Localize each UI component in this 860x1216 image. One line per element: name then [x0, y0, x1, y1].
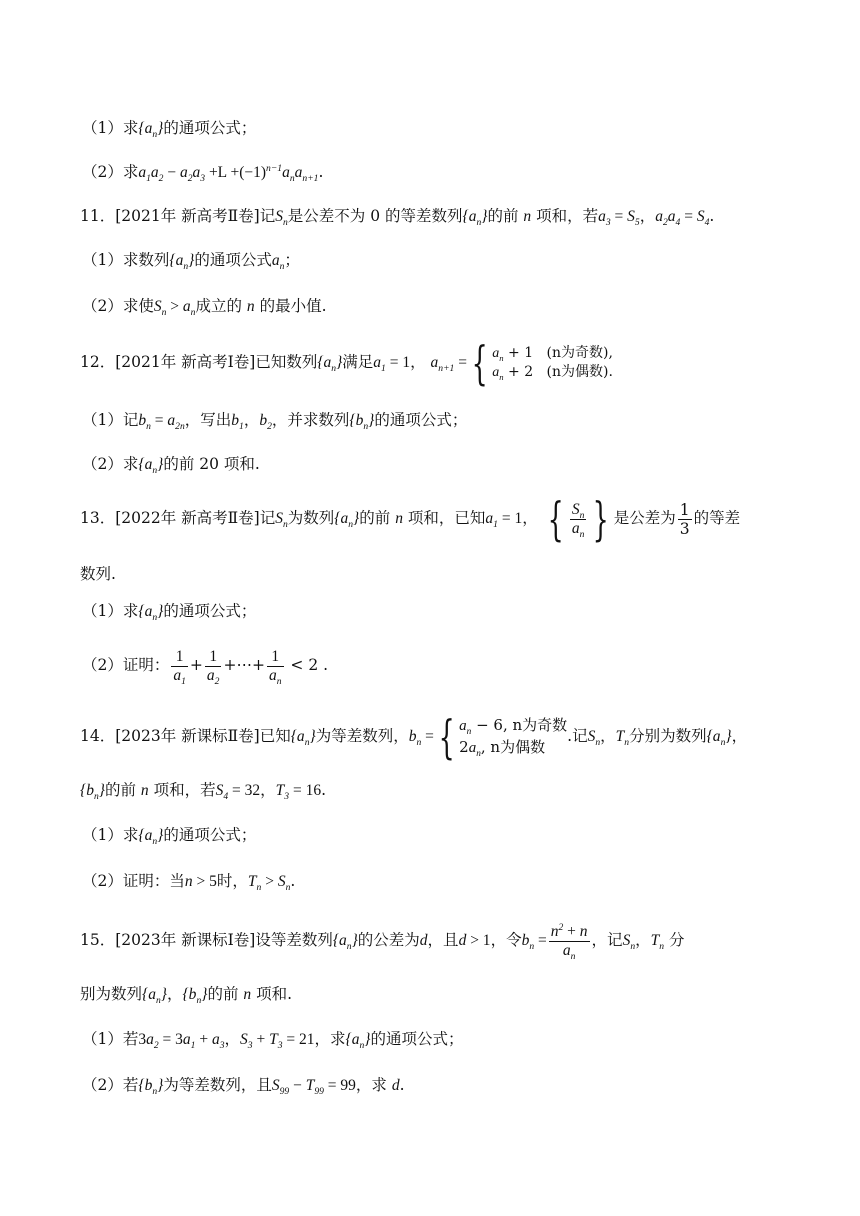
p11-statement: 11．[2021年 新高考Ⅱ卷]记$S_n$是公差不为 0 的等差数列$\{a_n\}$的前 n 项和，若$a_3 = S_5$，$a_2a_4 = S_4$.	[80, 207, 715, 229]
p15-q2-tail: ，求	[355, 1076, 387, 1094]
brace-icon: {	[547, 492, 564, 546]
p15-header: 15．[2023年 新课标Ⅰ卷]设等差数列	[80, 931, 333, 949]
fraction: $\frac{S_n}{a_n}$	[571, 500, 585, 540]
p12-q2-label: （2）求	[82, 455, 139, 473]
math: $a_3 = S_5$	[598, 208, 640, 229]
p11-question-2	[82, 295, 327, 318]
math: $T_n$	[650, 932, 665, 953]
p13-t3: 项和，已知	[407, 509, 486, 527]
p15-line2-tail: 的前	[207, 985, 239, 1003]
p10-q1-label: （1）求	[82, 119, 139, 137]
p14-q1-label: （1）求	[82, 826, 139, 844]
math: $a_1 = 1$	[373, 354, 411, 375]
p13-statement: 13．[2022年 新高考Ⅱ卷]记$S_n$为数列$\{a_n\}$的前 n 项和，已知$a_1 = 1$， { $\frac{S_n}{a_n}$ } 是公差为 $\frac{1}{3}$ 的等差	[80, 492, 741, 546]
p10-q1-tail: 的通项公式；	[163, 119, 257, 137]
p12-q1-mid2: ，并求数列	[271, 411, 350, 429]
p15-line2-tail2: 项和.	[256, 985, 293, 1003]
p12-statement: 12．[2021年 新高考Ⅰ卷]已知数列$\{a_n\}$满足$a_1 = 1$， $a_{n+1}$ ={ $a_n + 1$ (n为奇数), $a_n + 2$ (n为偶数).	[80, 336, 613, 390]
p11-t1: 是公差不为 0 的等差数列	[287, 207, 463, 225]
p15-q1-mid: ，求	[314, 1030, 346, 1048]
math: $S_n$	[275, 208, 288, 229]
p12-question-1: （1）记$b_n = a_{2n}$，写出$b_1$，$b_2$，并求数列$\{b_n\}$的通项公式；	[82, 411, 468, 433]
p12-q1-tail: 的通项公式；	[374, 411, 468, 429]
math: $T_n$	[615, 728, 630, 749]
p13-t5: 的等差	[693, 509, 741, 527]
math: $S_n > a_n$	[153, 298, 196, 319]
p14-t2: .记	[567, 727, 588, 745]
p11-q2-tail: 的最小值.	[259, 297, 327, 315]
math: $b_1$	[231, 412, 244, 433]
math: $a_{n+1}$ =	[430, 354, 467, 375]
p15-q1-label: （1）若	[82, 1030, 139, 1048]
math: $\{b_n\}$	[138, 1077, 164, 1098]
p10-question-1	[82, 117, 256, 140]
p11-q1-tail: 的通项公式	[194, 251, 272, 269]
math: $a_2a_4 = S_4$	[655, 208, 710, 229]
p13-header: 13．[2022年 新高考Ⅱ卷]记	[80, 509, 276, 527]
p12-q1-mid: ，写出	[184, 411, 232, 429]
math: $\{a_n\}$	[317, 354, 343, 375]
math: $\{a_n\}$	[142, 986, 167, 1007]
brace-icon: {	[438, 710, 455, 764]
fraction: $\frac{1}{3}$	[679, 500, 690, 538]
p13-q1-label: （1）求	[82, 602, 139, 620]
p13-q1-tail: 的通项公式；	[163, 602, 257, 620]
p11-header: 11．[2021年 新高考Ⅱ卷]记	[80, 207, 276, 225]
math: d > 1	[458, 932, 491, 949]
math: $S_n$	[622, 932, 636, 953]
p12-q2-tail: 的前 20 项和.	[163, 455, 260, 473]
p11-t3: 项和，若	[536, 207, 599, 225]
p15-t5: 分	[668, 931, 685, 949]
math: n	[140, 782, 149, 799]
p14-q1-tail: 的通项公式；	[163, 826, 257, 844]
p13-question-2: （2）证明： $\frac{1}{a_1}$ + $\frac{1}{a_2}$ +⋯+ $\frac{1}{a_n}$ < 2 .	[82, 647, 329, 687]
math: $S_4 = 32$	[215, 782, 261, 803]
math: $\{a_n\}$	[138, 603, 164, 624]
p12-t1: 满足	[342, 353, 374, 371]
p14-t1: 为等差数列，	[315, 727, 409, 745]
p14-q2-mid: 时，	[216, 872, 248, 890]
p15-line2: 别为数列	[80, 985, 143, 1003]
math: $\{a_n\}$	[290, 728, 316, 749]
fraction: $\frac{n^2 + n}{a_n}$	[550, 921, 588, 962]
p12-case1: (n为奇数),	[546, 345, 613, 361]
math: $\{a_n\}$	[138, 120, 164, 141]
p11-t2: 的前	[487, 207, 519, 225]
math: $\{b_n\}$	[182, 986, 208, 1007]
math: $\{a_n\}$	[334, 510, 360, 531]
math: $3a_2 = 3a_1 + a_3$	[138, 1031, 225, 1052]
math: n	[395, 510, 403, 527]
p14-q2-label: （2）证明：当	[82, 872, 185, 890]
math: d	[391, 1077, 400, 1094]
piecewise: $a_n - 6$, n为奇数 $2a_n$, n为偶数	[459, 716, 568, 759]
p15-t3: ，令	[490, 931, 522, 949]
p14-case1: n为奇数	[512, 716, 568, 734]
p13-line-2	[80, 563, 116, 585]
piecewise: $a_n + 1$ (n为奇数), $a_n + 2$ (n为偶数).	[492, 345, 613, 382]
math: $\{a_n\}$	[169, 252, 195, 273]
math: n	[246, 298, 255, 315]
math: $b_2$	[259, 412, 272, 433]
math: $\{b_n\}$	[349, 412, 375, 433]
p12-case2: (n为偶数).	[546, 364, 613, 380]
p15-statement: 15．[2023年 新课标Ⅰ卷]设等差数列$\{a_n\}$的公差为d，且d > 1，令$b_n$ = $\frac{n^2 + n}{a_n}$ ，记$S_n$，$T_n$ 分	[80, 921, 685, 962]
fraction: $\frac{1}{a_n}$	[268, 647, 282, 687]
math: n > 5	[184, 873, 217, 890]
p12-question-2	[82, 453, 260, 476]
p15-question-2: （2）若$\{b_n\}$为等差数列，且$S_{99} - T_{99} = 99$，求 d.	[82, 1076, 405, 1098]
p13-q2-label: （2）证明：	[82, 656, 170, 674]
p13-t1: 为数列	[287, 509, 335, 527]
p12-header: 12．[2021年 新高考Ⅰ卷]已知数列	[80, 353, 318, 371]
p10-q2-label: （2）求	[82, 163, 139, 181]
p15-q2-label: （2）若	[82, 1076, 139, 1094]
math: $\{a_n\}$	[706, 728, 732, 749]
p11-q1-label: （1）求数列	[82, 251, 170, 269]
math: n	[243, 986, 252, 1003]
p14-question-2: （2）证明：当n > 5时，$T_n > S_n$.	[82, 872, 296, 894]
p15-question-1: （1）若$3a_2 = 3a_1 + a_3$，$S_3 + T_3 = 21$，求$\{a_n\}$的通项公式；	[82, 1030, 464, 1052]
p13-line2: 数列.	[80, 565, 116, 583]
math: $b_n = a_{2n}$	[138, 412, 185, 433]
math: $\{b_n\}$	[80, 782, 105, 803]
brace-icon: }	[593, 492, 610, 546]
math: $a_1 = 1$	[485, 510, 523, 531]
p14-header: 14．[2023年 新课标Ⅱ卷]已知	[80, 727, 291, 745]
p15-q2-mid: 为等差数列，且	[163, 1076, 272, 1094]
p15-t4: ，记	[591, 931, 623, 949]
fraction: $\frac{1}{a_2}$	[206, 647, 220, 687]
math: $T_3 = 16$	[275, 782, 322, 803]
p13-t2: 的前	[359, 509, 391, 527]
math: $S_n$	[587, 728, 601, 749]
math: $\{a_n\}$	[345, 1031, 371, 1052]
p13-t4: 是公差为	[613, 509, 676, 527]
p14-t3: 分别为数列	[629, 727, 707, 745]
math: n	[523, 208, 532, 225]
math: $b_n$ =	[408, 728, 434, 749]
math: $S_{99} - T_{99} = 99$	[271, 1077, 356, 1098]
p15-q1-tail: 的通项公式；	[370, 1030, 464, 1048]
math: $S_3 + T_3 = 21$	[240, 1031, 315, 1052]
p14-line2-tail: 的前	[104, 781, 136, 799]
p15-line-2: 别为数列$\{a_n\}$，$\{b_n\}$的前 n 项和.	[80, 985, 293, 1007]
math: $\{a_n\}$	[138, 827, 164, 848]
p12-q1-label: （1）记	[82, 411, 139, 429]
p11-q2-mid: 成立的	[195, 297, 242, 315]
p15-t1: 的公差为	[357, 931, 420, 949]
math: d	[419, 932, 428, 949]
math: $T_n > S_n$	[247, 873, 291, 894]
p13-question-1	[82, 600, 256, 623]
p15-t2: ，且	[427, 931, 459, 949]
p14-statement: 14．[2023年 新课标Ⅱ卷]已知$\{a_n\}$为等差数列，$b_n$ ={ $a_n - 6$, n为奇数 $2a_n$, n为偶数 .记$S_n$，$T_n$分别为数列$\{a_n\}$，	[80, 710, 748, 764]
math: $b_n$ =	[521, 932, 547, 953]
math: $\{a_n\}$	[332, 932, 358, 953]
p14-question-1	[82, 824, 256, 847]
math: $a_1a_2 - a_2a_3 +L +(-1)^{n-1}a_na_{n+1}$	[138, 162, 319, 185]
brace-icon: {	[471, 336, 488, 390]
math: $S_n$	[275, 510, 288, 531]
p14-line2-tail2: 项和，若	[153, 781, 216, 799]
p14-case2: n为偶数	[490, 738, 546, 756]
math: $\{a_n\}$	[138, 456, 164, 477]
p11-question-1: （1）求数列$\{a_n\}$的通项公式$a_n$；	[82, 251, 300, 273]
p10-question-2: （2）求$a_1a_2 - a_2a_3 +L +(-1)^{n-1}a_na_{n+1}$.	[82, 162, 324, 185]
p11-q2-label: （2）求使	[82, 297, 154, 315]
math: $a_n$	[271, 252, 285, 273]
math: $\{a_n\}$	[462, 208, 488, 229]
fraction: $\frac{1}{a_1}$	[173, 647, 186, 687]
p14-line-2: $\{b_n\}$的前 n 项和，若$S_4 = 32$，$T_3 = 16$.	[80, 781, 327, 803]
